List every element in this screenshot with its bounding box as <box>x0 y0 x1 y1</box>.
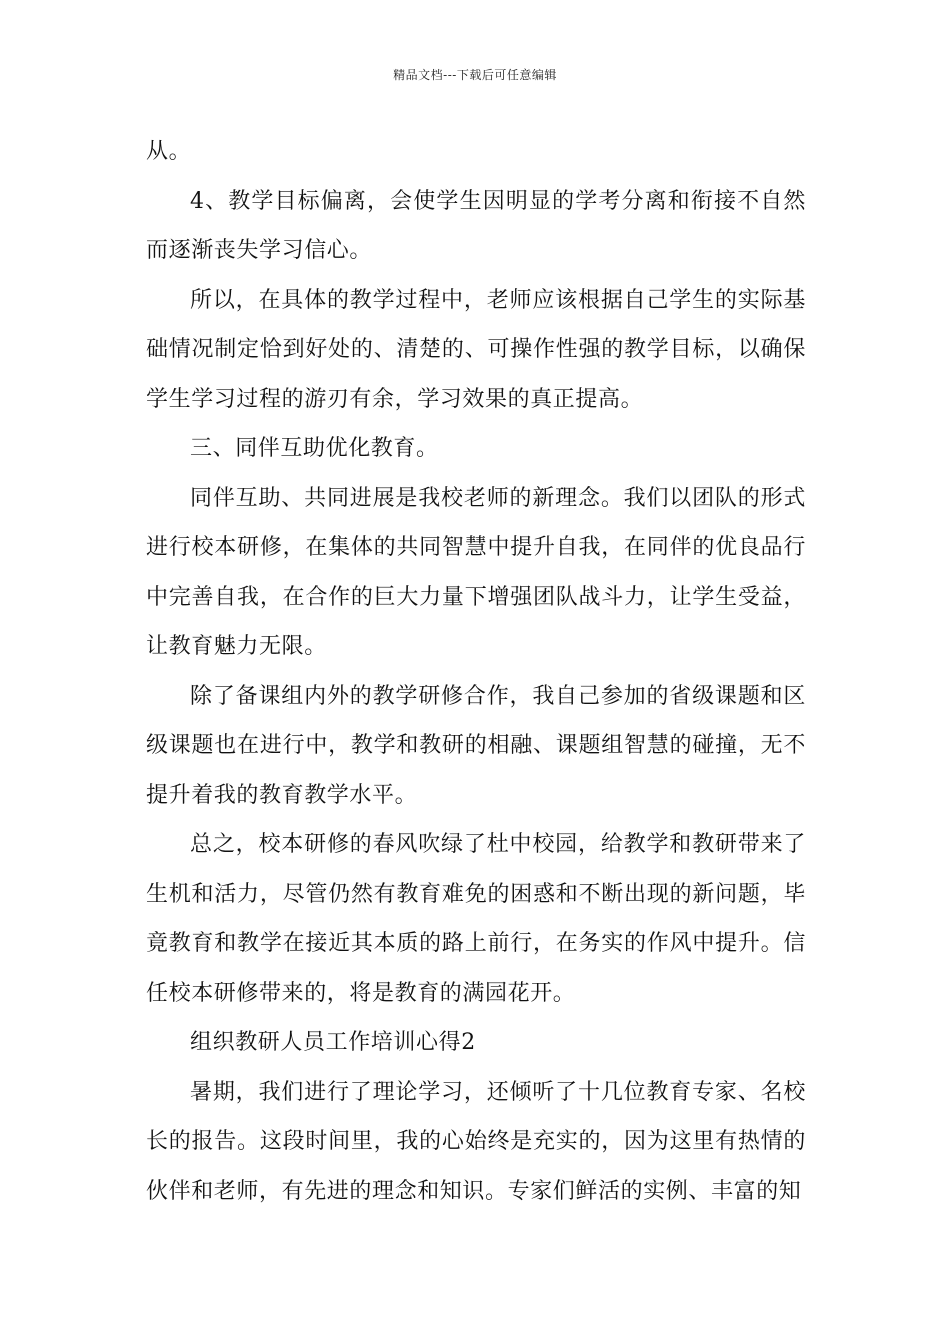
paragraph-research-cooperation: 除了备课组内外的教学研修合作，我自己参加的省级课题和区级课题也在进行中，教学和教研的相融、课题组智慧的碰撞，无不提升着我的教育教学水平。 <box>146 683 806 808</box>
section-heading-3: 三、同伴互助优化教育。 <box>190 436 439 461</box>
article-title-2: 组织教研人员工作培训心得2 <box>190 1030 476 1055</box>
paragraph-conclusion: 所以，在具体的教学过程中，老师应该根据自己学生的实际基础情况制定恰到好处的、清楚的、可操作性强的教学目标，以确保学生学习过程的游刃有余，学习效果的真正提高。 <box>146 287 806 412</box>
paragraph-item-4: 4、教学目标偏离，会使学生因明显的学考分离和衔接不自然而逐渐丧失学习信心。 <box>146 188 806 263</box>
page-header: 精品文档---下载后可任意编辑 <box>393 68 557 82</box>
paragraph-peer-support: 同伴互助、共同进展是我校老师的新理念。我们以团队的形式进行校本研修，在集体的共同智慧中提升自我，在同伴的优良品行中完善自我，在合作的巨大力量下增强团队战斗力，让学生受益，让教育魅力无限。 <box>146 485 806 659</box>
document-body <box>146 127 806 1216</box>
paragraph-summer-study: 暑期，我们进行了理论学习，还倾听了十几位教育专家、名校长的报告。这段时间里，我的心始终是充实的，因为这里有热情的伙伴和老师，有先进的理念和知识。专家们鲜活的实例、丰富的知 <box>146 1079 806 1204</box>
paragraph-continuation: 从。 <box>146 139 192 164</box>
paragraph-summary: 总之，校本研修的春风吹绿了杜中校园，给教学和教研带来了生机和活力，尽管仍然有教育难免的困惑和不断出现的新问题，毕竟教育和教学在接近其本质的路上前行，在务实的作风中提升。信任校本研修带来的，将是教育的满园花开。 <box>146 832 806 1006</box>
